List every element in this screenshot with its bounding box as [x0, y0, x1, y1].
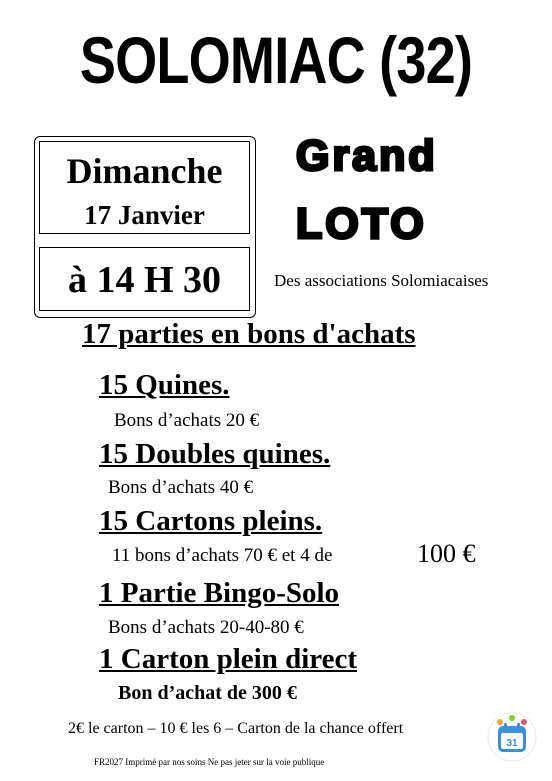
card-prices: 2€ le carton – 10 € les 6 – Carton de la chance offert [68, 720, 404, 737]
event-time: à 14 H 30 [67, 259, 222, 301]
event-date: 17 Janvier [84, 200, 205, 230]
prize-detail: Bons d’achats 20-40-80 € [108, 617, 304, 638]
title-grand: Grand [296, 132, 438, 180]
organizer-text: Des associations Solomiacaises [274, 271, 489, 290]
town-title: SOLOMIAC (32) [79, 23, 473, 97]
prize-title: 1 Carton plein direct [99, 643, 358, 675]
prize-title: 15 Quines. [99, 369, 230, 401]
date-box [39, 141, 250, 234]
calendar-icon-graphic [487, 712, 537, 762]
prize-detail: 11 bons d’achats 70 € et 4 de [112, 545, 333, 566]
prize-title: 15 Cartons pleins. [99, 505, 323, 537]
legal-footer: FR2027 Imprimé par nos soins Ne pas jeter sur la voie publique [94, 757, 325, 767]
calendar-icon[interactable] [487, 712, 537, 762]
prize-detail: Bons d’achats 40 € [108, 477, 254, 498]
event-day: Dimanche [66, 151, 223, 191]
prize-title: 1 Partie Bingo-Solo [99, 577, 340, 609]
title-loto: LOTO [296, 200, 427, 248]
calendar-day-number: 31 [506, 738, 518, 749]
date-time-frame [34, 136, 256, 318]
time-box [39, 247, 250, 311]
prize-detail: Bon d’achat de 300 € [118, 682, 297, 704]
prize-detail: Bons d’achats 20 € [114, 410, 260, 431]
prize-detail-large-amount: 100 € [417, 539, 476, 568]
parties-heading: 17 parties en bons d'achats [82, 318, 416, 350]
prize-title: 15 Doubles quines. [99, 438, 331, 470]
